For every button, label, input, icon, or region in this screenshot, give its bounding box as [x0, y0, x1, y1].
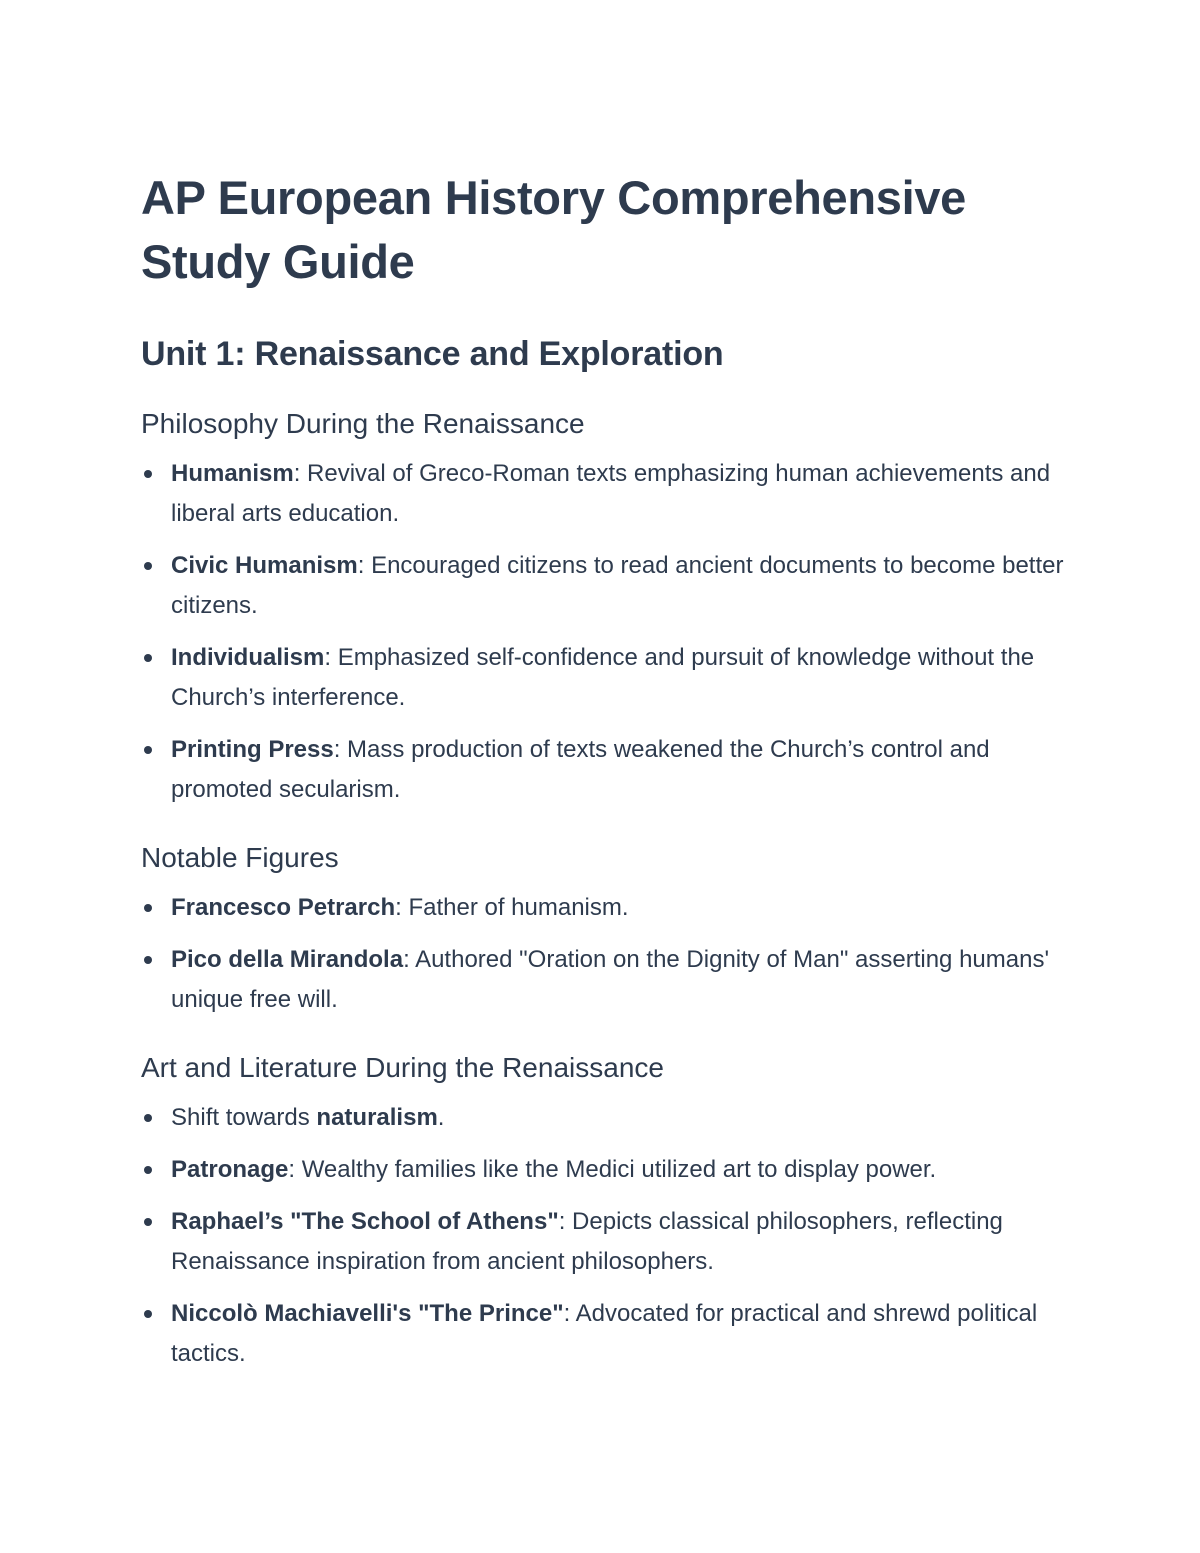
bullet-list — [141, 454, 1071, 810]
term: Niccolò Machiavelli's "The Prince" — [171, 1300, 564, 1327]
definition: : Depicts classical philosophers, reflecting Renaissance inspiration from ancient philosophers. — [171, 1208, 1003, 1275]
term: Civic Humanism — [171, 552, 358, 579]
bullet-icon — [144, 1114, 152, 1122]
term: Individualism — [171, 644, 325, 671]
bullet-list — [141, 888, 1071, 1020]
term: Raphael’s "The School of Athens" — [171, 1208, 559, 1235]
list-item — [141, 546, 1071, 626]
bullet-icon — [144, 1310, 152, 1318]
section-art-literature — [141, 1050, 1071, 1374]
definition: : Wealthy families like the Medici utilized art to display power. — [288, 1156, 937, 1183]
bullet-icon — [144, 746, 152, 754]
term: naturalism — [316, 1104, 438, 1131]
list-item — [141, 638, 1071, 718]
section-heading: Notable Figures — [141, 842, 339, 873]
bullet-icon — [144, 470, 152, 478]
document-page — [141, 166, 1071, 1374]
list-item — [141, 888, 1071, 928]
list-item — [141, 1150, 1071, 1190]
definition: : Father of humanism. — [395, 894, 629, 921]
term: Printing Press — [171, 736, 334, 763]
definition: : Emphasized self-confidence and pursuit of knowledge without the Church’s interference. — [171, 644, 1035, 711]
definition: : Encouraged citizens to read ancient documents to become better citizens. — [171, 552, 1064, 619]
term: Francesco Petrarch — [171, 894, 396, 921]
bullet-icon — [144, 562, 152, 570]
bullet-icon — [144, 904, 152, 912]
list-item — [141, 1294, 1071, 1374]
text-suffix: . — [437, 1104, 445, 1131]
list-item — [141, 730, 1071, 810]
definition: : Revival of Greco-Roman texts emphasizing human achievements and liberal arts education. — [171, 460, 1051, 527]
list-item — [141, 454, 1071, 534]
definition: : Authored "Oration on the Dignity of Man" asserting humans' unique free will. — [171, 946, 1050, 1013]
section-philosophy — [141, 406, 1071, 810]
document-title: AP European History Comprehensive Study Guide — [141, 171, 967, 288]
text-prefix: Shift towards — [171, 1104, 317, 1131]
term: Pico della Mirandola — [171, 946, 404, 973]
bullet-list — [141, 1098, 1071, 1374]
unit-title: Unit 1: Renaissance and Exploration — [141, 335, 724, 373]
list-item — [141, 940, 1071, 1020]
list-item — [141, 1098, 1071, 1138]
section-heading: Art and Literature During the Renaissance — [141, 1052, 664, 1083]
bullet-icon — [144, 1166, 152, 1174]
term: Patronage — [171, 1156, 289, 1183]
bullet-icon — [144, 956, 152, 964]
definition: : Mass production of texts weakened the Church’s control and promoted secularism. — [171, 736, 990, 803]
bullet-icon — [144, 654, 152, 662]
term: Humanism — [171, 460, 294, 487]
bullet-icon — [144, 1218, 152, 1226]
list-item — [141, 1202, 1071, 1282]
section-heading: Philosophy During the Renaissance — [141, 408, 585, 439]
section-notable-figures — [141, 840, 1071, 1020]
definition: : Advocated for practical and shrewd political tactics. — [171, 1300, 1038, 1367]
